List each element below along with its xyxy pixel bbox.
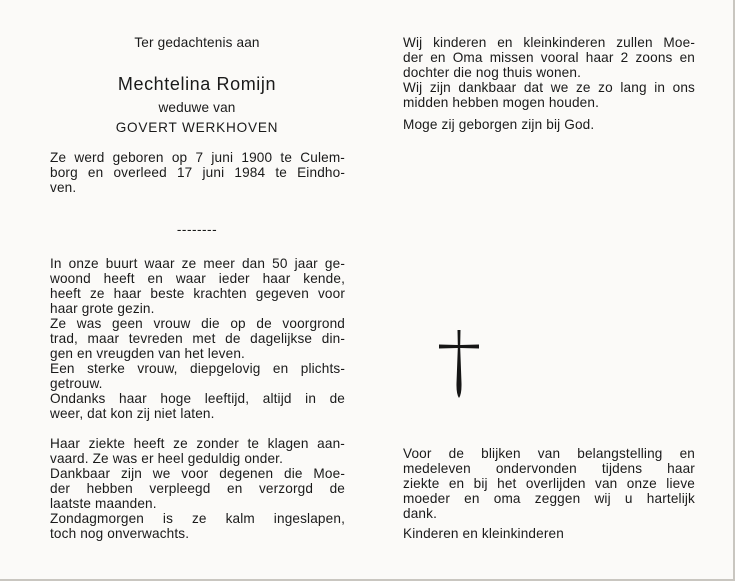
illness-line: Haar ziekte heeft ze zonder te klagen aan-	[50, 436, 345, 451]
life-line: Ondanks haar hoge leeftijd, altijd in de	[50, 391, 345, 406]
deceased-name: Mechtelina Romijn	[117, 74, 277, 94]
life-line: Een sterke vrouw, diepgelovig en plichts-	[50, 361, 345, 376]
thanks-line: Voor de blijken van belangstelling en	[403, 446, 695, 461]
illness-line: der hebben verpleegd en verzorgd de	[50, 481, 345, 496]
life-line: woond heeft en waar ieder haar kende,	[50, 271, 345, 286]
birth-line: Ze werd geboren op 7 juni 1900 te Culem-	[50, 150, 345, 165]
illness-line: Dankbaar zijn we voor degenen die Moe-	[50, 466, 345, 481]
family-line: Moge zij geborgen zijn bij God.	[403, 117, 595, 132]
life-line: Ze was geen vrouw die op de voorgrond	[50, 316, 345, 331]
life-line: getrouw.	[50, 376, 103, 391]
family-line: Wij kinderen en kleinkinderen zullen Moe-	[403, 35, 695, 50]
family-line: dochter die nog thuis wonen.	[403, 65, 582, 80]
life-line: gen en vreugden van het leven.	[50, 346, 245, 361]
family-line: der en Oma missen vooral haar 2 zoons en	[403, 50, 695, 65]
divider: --------	[176, 222, 218, 237]
family-line: midden hebben mogen houden.	[403, 95, 600, 110]
signature: Kinderen en kleinkinderen	[403, 526, 564, 541]
birth-line: borg en overleed 17 juni 1984 te Eindho-	[50, 165, 345, 180]
header-text: Ter gedachtenis aan	[134, 35, 260, 50]
thanks-line: medeleven ondervonden tijdens haar	[403, 461, 695, 476]
thanks-line: dank.	[403, 506, 438, 521]
birth-line: ven.	[50, 180, 77, 195]
illness-line: toch nog onverwachts.	[50, 526, 190, 541]
thanks-line: ziekte en bij het overlijden van onze lieve	[403, 476, 695, 491]
life-line: haar grote gezin.	[50, 301, 155, 316]
illness-line: laatste maanden.	[50, 496, 157, 511]
life-line: In onze buurt waar ze meer dan 50 jaar ge-	[50, 256, 345, 271]
illness-line: vaard. Ze was er heel geduldig onder.	[50, 451, 284, 466]
husband-name: GOVERT WERKHOVEN	[115, 120, 279, 135]
life-line: heeft ze haar beste krachten gegeven voor	[50, 286, 345, 301]
family-line: Wij zijn dankbaar dat we ze zo lang in ons	[403, 80, 695, 95]
widow-of-text: weduwe van	[158, 100, 236, 115]
life-line: weer, dat kon zij niet laten.	[50, 406, 215, 421]
illness-line: Zondagmorgen is ze kalm ingeslapen,	[50, 511, 345, 526]
cross-icon	[437, 328, 481, 405]
life-line: trad, maar tevreden met de dagelijkse din-	[50, 331, 345, 346]
thanks-line: moeder en oma zeggen wij u hartelijk	[403, 491, 695, 506]
